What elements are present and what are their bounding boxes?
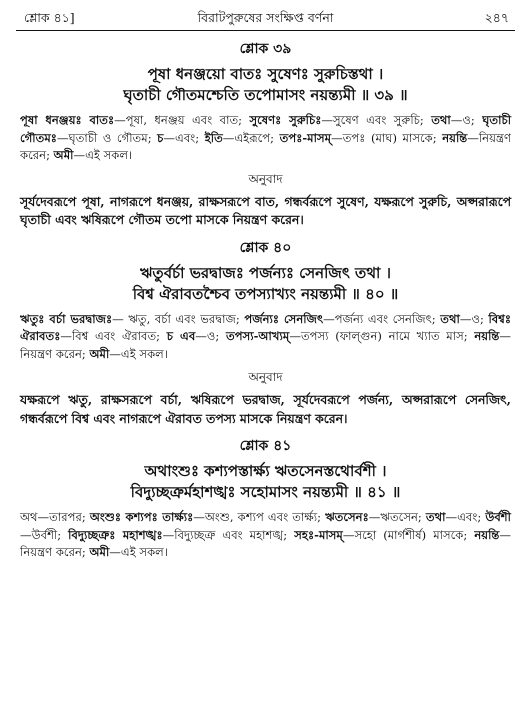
gloss-text: —এই সকল। [73,148,133,162]
gloss-text: —বিদ্যুচ্ছত্রু এবং মহাশঙ্খ; [162,527,295,542]
gloss-text: —এইরূপে; [222,130,280,145]
verse-number: শ্লোক ৪১ [239,438,292,454]
sanskrit-term: চ এব [166,329,196,343]
sanskrit-term: ইতি [204,130,223,145]
sanskrit-term: নয়ন্তি [474,329,500,343]
sanskrit-term: অমী [89,346,110,361]
verse-block-40 [16,236,515,429]
gloss-text: —এই সকল। [109,545,168,559]
gloss-text: —নিয়ন্ত্রণ করেন; [20,527,511,559]
verse-line: ঘৃতাচী গৌতমশ্চেতি তপোমাসং নয়ন্ত্যমী ॥ ৩৯ ॥ [123,86,408,104]
verse-line: পূষা ধনঞ্জয়ো বাতঃ সুষেণঃ সুরুচিস্তথা । [147,65,384,83]
gloss-text: —উর্বশী; [20,527,69,542]
verse-block-39 [16,37,515,230]
gloss-text: —ঋতসেন; [368,510,426,524]
sanskrit-term: ঋতুঃ বর্চা ভরদ্বাজঃ [20,311,113,326]
gloss-text: —এই সকল। [109,346,168,361]
page-number: ২৪৭ [484,10,509,25]
gloss-text: অথ—তারপর; [20,510,90,524]
sanskrit-term: পূষা ধনঞ্জয়ঃ বাতঃ [20,113,115,127]
verse-number: শ্লোক ৩৯ [239,41,292,57]
translation: সূর্যদেবরূপে পূষা, নাগরূপে ধনঞ্জয়, রাক্ষসরূপে বাত, গন্ধর্বরূপে সুষেণ, যক্ষরূপে সুরুচি, অপ্সরারূপে ঘৃতাচী এবং ঋষিরূপে গৌতম তপো মাসকে নিয়ন্ত্রণ করেন। [20,193,511,227]
gloss-text: —সুষেণ এবং সুরুচি; [321,113,432,127]
gloss-text: —বিশ্ব এবং ঐরাবত; [60,329,167,343]
gloss-text: —নিয়ন্ত্রণ করেন; [20,329,511,361]
sanskrit-term: তথা [425,510,446,524]
verse-line: ঋতুর্বর্চা ভরদ্বাজঃ পর্জন্যঃ সেনজিৎ তথা । [140,263,391,282]
word-for-word [20,509,511,562]
gloss-text: —ঘৃতাচী ও গৌতম; [56,130,158,145]
sanskrit-term: অংশুঃ কশ্যপঃ তার্ক্ষ্যঃ [89,510,194,524]
sanskrit-term: উর্বশী [485,510,511,524]
sanskrit-term: চ [157,130,164,145]
gloss-text: —পর্জন্য এবং সেনজিৎ; [323,311,441,326]
verse-line: অথাংশুঃ কশ্যপস্তার্ক্ষ্য ঋতসেনস্তথোর্বশী । [144,462,387,480]
sanskrit-term: বিদ্যুচ্ছত্রুঃ মহাশঙ্খঃ [68,527,163,542]
translation: যক্ষরূপে ঋতু, রাক্ষসরূপে বর্চা, ঋষিরূপে ভরদ্বাজ, সূর্যদেবরূপে পর্জন্য, অপ্সরারূপে সেনজিৎ, গন্ধর্বরূপে বিশ্ব এবং নাগরূপে ঐরাবত তপস্য মাসকে নিয়ন্ত্রণ করেন। [20,392,511,426]
translation-heading: অনুবাদ [248,171,283,186]
word-for-word [20,112,511,165]
sanskrit-term: তথা [431,113,451,127]
header-verse-ref: শ্লোক ৪১] [24,10,75,25]
sanskrit-term: ঘৃতাচী গৌতমঃ [20,113,512,145]
verse-number: শ্লোক ৪০ [239,239,292,256]
gloss-text: —সহো (মার্গশীর্ষ) মাসকে; [342,527,475,542]
gloss-text: — ঋতু, বর্চা এবং ভরদ্বাজ; [112,311,245,326]
header-title: বিরাটপুরুষের সংক্ষিপ্ত বর্ণনা [197,10,334,25]
running-header [16,8,515,30]
gloss-text: —এবং; [163,130,205,145]
sanskrit-term: পর্জন্যঃ সেনজিৎ [244,311,324,326]
sanskrit-term: নয়ন্তি [442,130,468,145]
gloss-text: —ও; [459,311,489,326]
sanskrit-term: তপস্য-আখ্যম্ [226,329,290,343]
sanskrit-term: ঋতসেনঃ [325,510,369,524]
sanskrit-term: অমী [89,545,110,559]
gloss-text: —তপস্য (ফাল্গুন) নামে খ্যাত মাস; [289,329,475,343]
sanskrit-term: বিশ্বঃ ঐরাবতঃ [20,311,512,343]
sanskrit-term: তপঃ-মাসম্ [279,130,332,145]
header-rule [16,30,515,31]
gloss-text: —পূষা, ধনঞ্জয় এবং বাত; [114,113,250,127]
verse-block-41 [16,434,515,562]
word-for-word [20,311,511,364]
gloss-text: —ও; [195,329,226,343]
sanskrit-term: সহঃ-মাসম্ [294,527,343,542]
translation-heading: অনুবাদ [248,370,283,384]
sanskrit-term: অমী [53,148,74,162]
gloss-text: —ও; [450,113,483,127]
sanskrit-term: তথা [440,311,460,326]
sanskrit-term: নয়ন্তি [474,527,500,542]
gloss-text: —এবং; [445,510,486,524]
verse-line: বিদ্যুচ্ছত্রুর্মহাশঙ্খঃ সহোমাসং নয়ন্ত্যমী ॥ ৪১ ॥ [130,483,401,501]
verse-line: বিশ্ব ঐরাবতশ্চৈব তপস্যাখ্যং নয়ন্ত্যমী ॥ ৪০ ॥ [132,284,399,303]
sanskrit-term: সুষেণঃ সুরুচিঃ [249,113,322,127]
gloss-text: —নিয়ন্ত্রণ করেন; [20,130,511,162]
gloss-text: —তপঃ (মাঘ) মাসকে; [331,130,443,145]
gloss-text: —অংশু, কশ্যপ এবং তার্ক্ষ্য; [193,510,326,524]
